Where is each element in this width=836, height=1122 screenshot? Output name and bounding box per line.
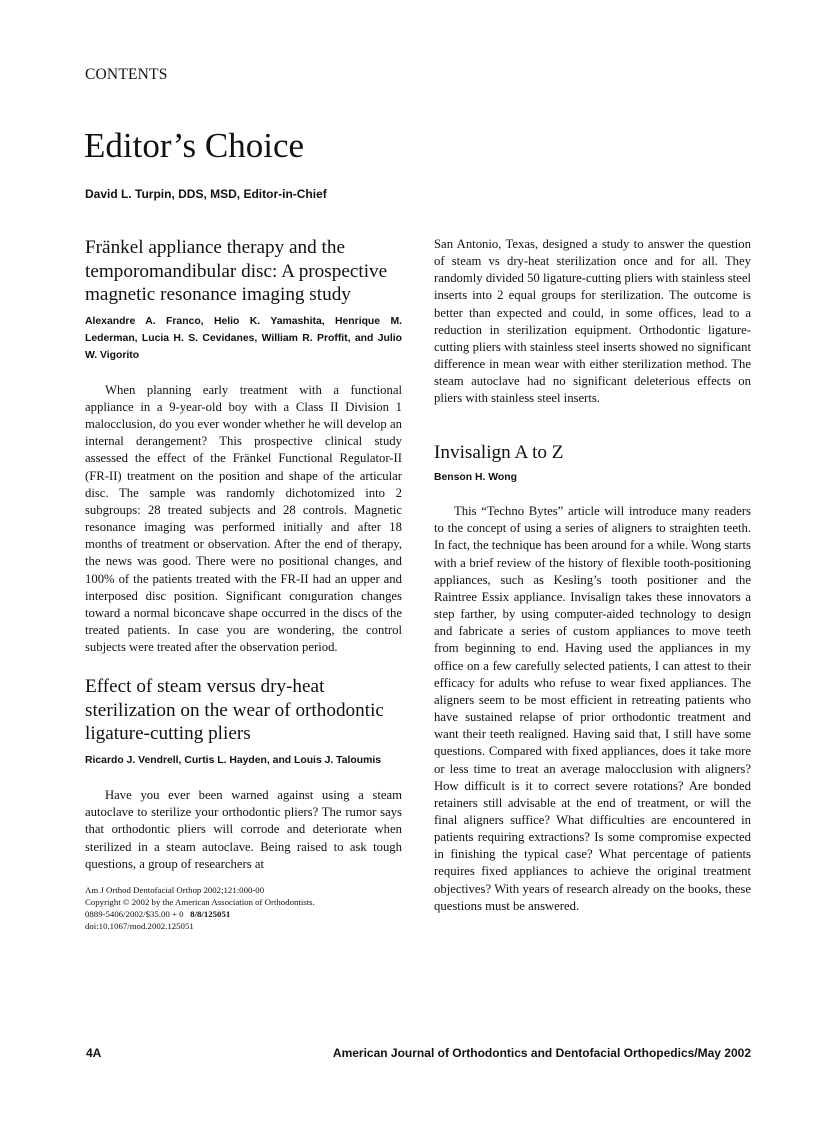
article-authors: Benson H. Wong bbox=[434, 472, 517, 484]
article-body: When planning early treatment with a functional appliance in a 9-year-old boy with a Class II Division 1 malocclusion, do you ever wonder whether he will develop an internal derangement? This prospective clinical study assessed the effect of the Fränkel Functional Regulator-II (FR-II) treatment on the position and shape of the articular disc. The sample was randomly dichotomized into 2 subgroups: 28 treated subjects and 28 controls. Magnetic resonance imaging was performed initially and after 18 months of treatment or observation. After the end of therapy, the news was good. There were no positional changes, and 100% of the patients treated with the FR-II had an upper and interposed disc position. Significant conıguration changes toward a normal biconcave shape occurred in the discs of the treated patients. In case you are wondering, the control subjects were treated after the observation period. bbox=[85, 382, 402, 655]
right-column bbox=[434, 236, 751, 915]
article-code: 8/8/125051 bbox=[190, 909, 231, 920]
page-number: 4A bbox=[86, 1046, 102, 1060]
article-authors: Alexandre A. Franco, Helio K. Yamashita, Henrique M. Lederman, Lucia H. S. Cevidanes, William R. Proffit, and Julio W. Vigorito bbox=[85, 315, 402, 361]
article-title: Fränkel appliance therapy and the temporomandibular disc: A prospective magnetic resonance imaging study bbox=[85, 237, 388, 306]
article-sterilization bbox=[85, 675, 402, 873]
issn-line bbox=[85, 908, 402, 920]
article-body: This “Techno Bytes” article will introduce many readers to the concept of using a series of aligners to straighten teeth. In fact, the technique has been around for a while. Wong starts with a brief review of the history of flexible tooth-positioning appliances, such as Kesling’s tooth positioner and the Raintree Essix appliance. Invisalign takes these innovators a step farther, by using computer-aided technology to design and fabricate a series of custom appliances to move teeth from beginning to end. Having used the appliances in my office on a few carefully selected patients, I can attest to their efficacy for adults who refuse to wear fixed appliances. The aligners seem to be most efficient in retreating patients who have sustained relapse of prior orthodontic treatment and want their teeth realigned. Having said that, I still have some questions. Compared with fixed appliances, does it take more or less time to treat an average malocclusion with aligners? How difficult is it to correct severe rotations? Are bonded retainers still advisable at the end of treatment, or will the final aligners suffice? What difficulties are encountered in patients requiring extractions? Is some compromise expected in finishing the typical case? What percentage of patients requires fixed appliances to achieve the original treatment objectives? With years of research already on the books, these questions must be answered. bbox=[434, 504, 751, 913]
journal-footer: American Journal of Orthodontics and Dentofacial Orthopedics/May 2002 bbox=[332, 1046, 751, 1060]
section-label: CONTENTS bbox=[85, 66, 168, 83]
article-frankel bbox=[85, 236, 402, 656]
article-authors: Ricardo J. Vendrell, Curtis L. Hayden, and Louis J. Taloumis bbox=[85, 755, 382, 767]
copyright-line: Copyright © 2002 by the American Association of Orthodontists. bbox=[85, 897, 315, 908]
article-title: Invisalign A to Z bbox=[434, 441, 564, 463]
doi-line: doi:10.1067/mod.2002.125051 bbox=[85, 921, 194, 932]
left-column bbox=[85, 236, 402, 933]
citation-footnote bbox=[85, 884, 402, 933]
citation-line: Am J Orthod Dentofacial Orthop 2002;121:000-00 bbox=[85, 884, 265, 895]
article-body: Have you ever been warned against using a steam autoclave to sterilize your orthodontic pliers? The rumor says that orthodontic pliers will corrode and deteriorate when sterilized in a steam autoclave. Being raised to ask tough questions, a group of researchers at bbox=[85, 788, 402, 871]
issn-text: 0889-5406/2002/$35.00 + 0 bbox=[85, 909, 184, 920]
article-body-continued: San Antonio, Texas, designed a study to answer the question of steam vs dry-heat sterilization once and for all. They randomly divided 50 ligature-cutting pliers with stainless steel inserts into 2 equal groups for sterilization. The outcome is better than expected and could, in some offices, lead to a reduction in sterilization equipment. Orthodontic ligature-cutting pliers with stainless steel inserts showed no significant difference in mean wear with either sterilization method. The steam autoclave had no significant deleterious effects on pliers with stainless steel inserts. bbox=[434, 237, 751, 406]
editor-byline: David L. Turpin, DDS, MSD, Editor-in-Chief bbox=[85, 187, 327, 201]
article-invisalign bbox=[434, 441, 751, 915]
article-title: Effect of steam versus dry-heat sterilization on the wear of orthodontic ligature-cutting pliers bbox=[85, 676, 384, 745]
page-title: Editor’s Choice bbox=[84, 126, 305, 165]
